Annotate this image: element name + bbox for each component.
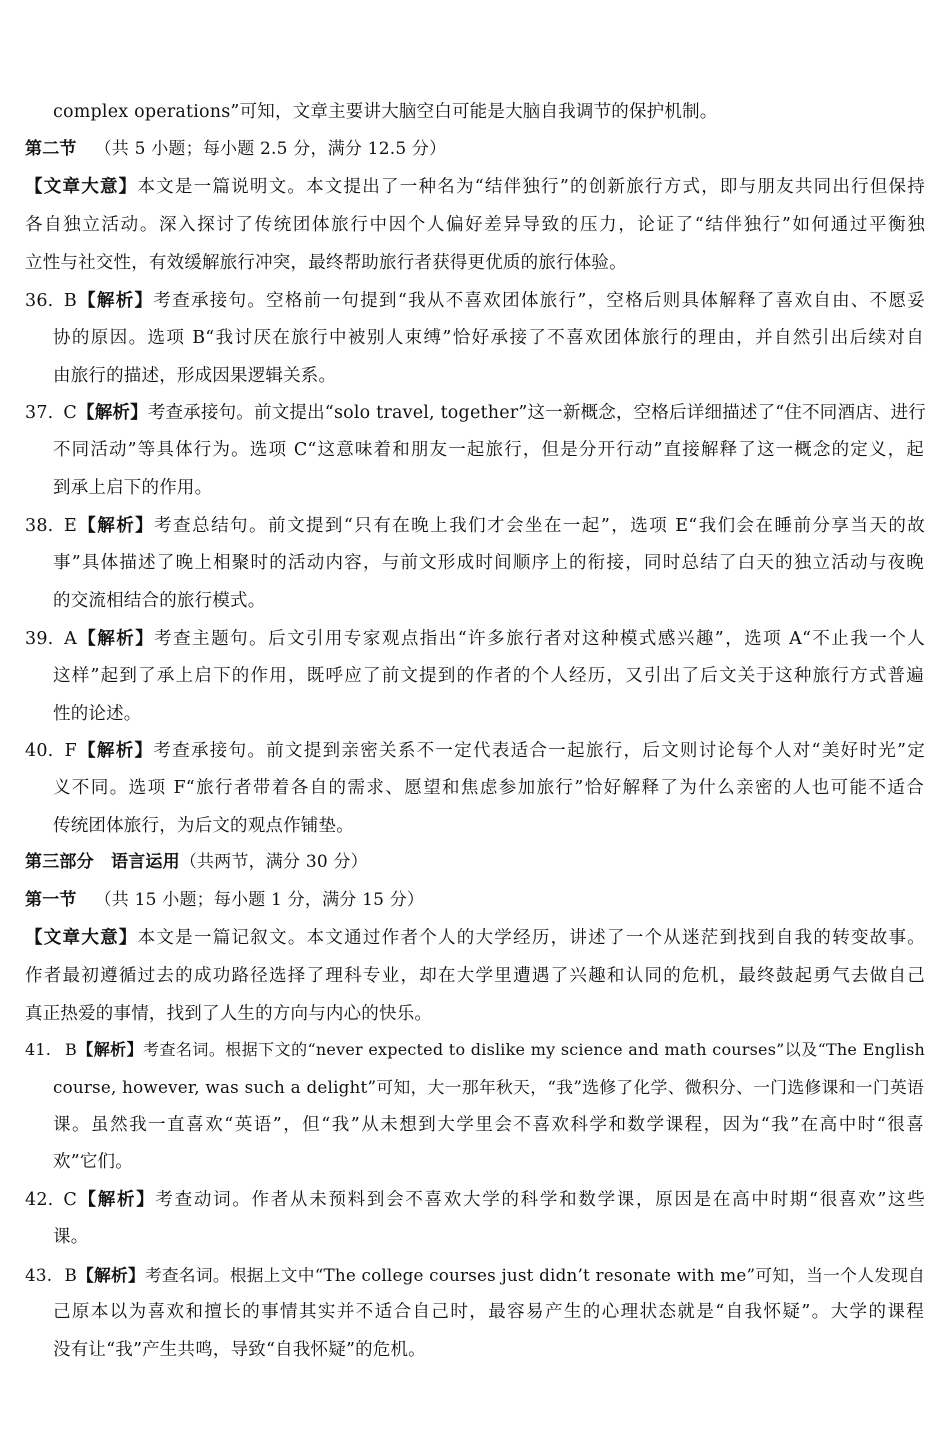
answer-number: 41. B [25, 1040, 77, 1059]
answer-number: 42. C [25, 1190, 77, 1210]
answer-41-line4: 欢”它们。 [53, 1152, 133, 1172]
analysis-tag: 【解析】 [77, 291, 154, 311]
answer-43-line3: 没有让“我”产生共鸣，导致“自我怀疑”的危机。 [53, 1340, 426, 1360]
answer-number: 38. E [25, 516, 77, 536]
section1-heading [25, 888, 424, 912]
answer-36-line1: 36. B【解析】考查承接句。空格前一句提到“我从不喜欢团体旅行”，空格后则具体解释了喜欢自由、不愿妥 [25, 291, 925, 311]
answer-38-line2: 事”具体描述了晚上相聚时的活动内容，与前文形成时间顺序上的衔接，同时总结了白天的独立活动与夜晚 [53, 553, 924, 573]
section2-summary-line3: 立性与社交性，有效缓解旅行冲突，最终帮助旅行者获得更优质的旅行体验。 [25, 253, 627, 273]
answer-36-line3: 由旅行的描述，形成因果逻辑关系。 [53, 366, 337, 386]
answer-40-line1: 40. F【解析】考查承接句。前文提到亲密关系不一定代表适合一起旅行，后文则讨论每个人对“美好时光”定 [25, 741, 925, 761]
section2-note: （共 5 小题；每小题 2.5 分，满分 12.5 分） [94, 139, 447, 159]
section2-summary-line2: 各自独立活动。深入探讨了传统团体旅行中因个人偏好差异导致的压力，论证了“结伴独行”如何通过平衡独 [25, 215, 925, 235]
answer-37-line1: 37. C【解析】考查承接句。前文提出“solo travel, together”这一新概念，空格后详细描述了“住不同酒店、进行 [25, 403, 927, 423]
answer-number: 40. F [25, 741, 77, 761]
analysis-tag: 【解析】 [77, 1190, 156, 1210]
section1-summary-line3: 真正热爱的事情，找到了人生的方向与内心的快乐。 [25, 1004, 433, 1024]
part3-heading [25, 850, 368, 874]
part3-note: （共两节，满分 30 分） [179, 852, 368, 872]
answer-43-line1: 43. B【解析】考查名词。根据上文中“The college courses just didn’t resonate with me”可知，当一个人发现自 [25, 1265, 925, 1285]
answer-36-line2: 协的原因。选项 B“我讨厌在旅行中被别人束缚”恰好承接了不喜欢团体旅行的理由，并自然引出后续对自 [53, 328, 924, 348]
section2-summary-line1: 【文章大意】本文是一篇说明文。本文提出了一种名为“结伴独行”的创新旅行方式，即与朋友共同出行但保持 [25, 177, 925, 197]
section1-summary-line1: 【文章大意】本文是一篇记叙文。本文通过作者个人的大学经历，讲述了一个从迷茫到找到自我的转变故事。 [25, 928, 925, 948]
section1-summary-line2: 作者最初遵循过去的成功路径选择了理科专业，却在大学里遭遇了兴趣和认同的危机，最终鼓起勇气去做自己 [25, 966, 925, 986]
analysis-tag: 【解析】 [77, 1040, 144, 1059]
answer-41-line1: 41. B【解析】考查名词。根据下文的“never expected to dislike my science and math courses”以及“The English [25, 1038, 925, 1062]
answer-number: 39. A [25, 629, 77, 649]
answer-38-line3: 的交流相结合的旅行模式。 [53, 591, 266, 611]
answer-number: 43. B [25, 1265, 77, 1285]
answer-41-line2: course, however, was such a delight”可知，大一那年秋天，“我”选修了化学、微积分、一门选修课和一门英语 [53, 1077, 924, 1097]
analysis-tag: 【解析】 [77, 1265, 145, 1285]
analysis-tag: 【解析】 [77, 629, 155, 649]
answer-number: 37. C [25, 403, 77, 423]
answer-number: 36. B [25, 291, 77, 311]
answer-39-line3: 性的论述。 [53, 704, 142, 724]
answer-39-line1: 39. A【解析】考查主题句。后文引用专家观点指出“许多旅行者对这种模式感兴趣”，选项 A“不止我一个人 [25, 629, 925, 649]
answer-37-line2: 不同活动”等具体行为。选项 C“这意味着和朋友一起旅行，但是分开行动”直接解释了这一概念的定义，起 [53, 440, 924, 460]
answer-42-line2: 课。 [53, 1227, 89, 1247]
answer-39-line2: 这样”起到了承上启下的作用，既呼应了前文提到的作者的个人经历，又引出了后文关于这种旅行方式普遍 [53, 666, 924, 686]
analysis-tag: 【解析】 [77, 516, 155, 536]
answer-41-line3: 课。虽然我一直喜欢“英语”，但“我”从未想到大学里会不喜欢科学和数学课程，因为“我”在高中时“很喜 [53, 1115, 924, 1135]
summary-tag: 【文章大意】 [25, 177, 138, 197]
section2-title: 第二节 [25, 139, 77, 159]
answer-40-line3: 传统团体旅行，为后文的观点作铺垫。 [53, 816, 354, 836]
section2-heading [25, 137, 446, 161]
part3-title: 第三部分 语言运用 [25, 852, 180, 872]
answer-37-line3: 到承上启下的作用。 [53, 478, 213, 498]
answer-43-line2: 己原本以为喜欢和擅长的事情其实并不适合自己时，最容易产生的心理状态就是“自我怀疑”。大学的课程 [53, 1302, 924, 1322]
section1-note: （共 15 小题；每小题 1 分，满分 15 分） [94, 890, 425, 910]
answer-42-line1: 42. C【解析】考查动词。作者从未预料到会不喜欢大学的科学和数学课，原因是在高中时期“很喜欢”这些 [25, 1190, 925, 1210]
analysis-tag: 【解析】 [77, 403, 148, 423]
section1-title: 第一节 [25, 890, 77, 910]
intro-line: complex operations”可知，文章主要讲大脑空白可能是大脑自我调节的保护机制。 [53, 102, 718, 122]
analysis-tag: 【解析】 [77, 741, 154, 761]
answer-38-line1: 38. E【解析】考查总结句。前文提到“只有在晚上我们才会坐在一起”，选项 E“我们会在睡前分享当天的故 [25, 516, 925, 536]
summary-tag: 【文章大意】 [25, 928, 138, 948]
answer-40-line2: 义不同。选项 F“旅行者带着各自的需求、愿望和焦虑参加旅行”恰好解释了为什么亲密的人也可能不适合 [53, 778, 924, 798]
